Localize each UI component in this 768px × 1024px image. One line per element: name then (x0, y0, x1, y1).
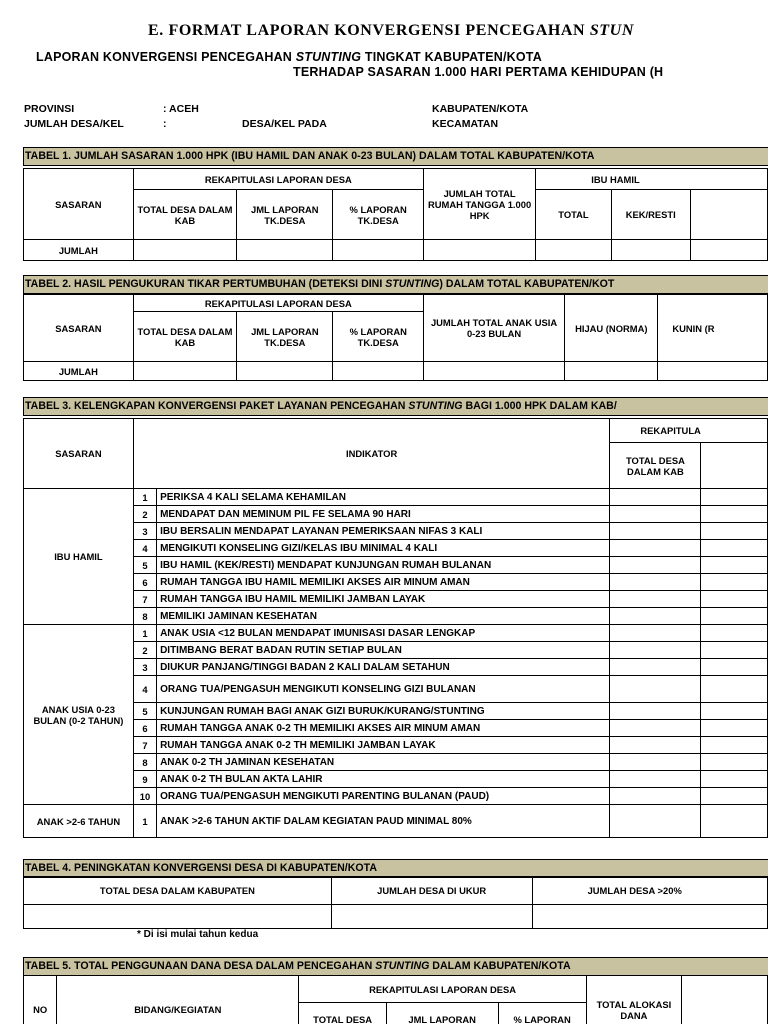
indicator-number: 1 (133, 805, 156, 838)
t3-indikator-header: INDIKATOR (133, 419, 610, 489)
t1-sasaran-header: SASARAN (24, 169, 134, 240)
t2-cell[interactable] (237, 362, 333, 381)
indicator-value-cell[interactable] (701, 754, 768, 771)
provinsi-value: : ACEH (163, 103, 199, 115)
indicator-number: 6 (133, 574, 156, 591)
table4-note: * Di isi mulai tahun kedua (137, 929, 259, 940)
provinsi-label: PROVINSI (24, 103, 75, 115)
indicator-value-cell[interactable] (610, 771, 701, 788)
t2-title-emphasis: STUNTING (385, 278, 440, 290)
t5-pct-laporan-header: % LAPORAN (498, 1003, 586, 1024)
t1-jumlah-label: JUMLAH (24, 240, 134, 261)
kabupaten-label: KABUPATEN/KOTA (432, 103, 529, 115)
t2-kuning-header: KUNIN (R (658, 295, 768, 362)
t5-title-part-b: DALAM KABUPATEN/KOTA (429, 960, 571, 972)
indicator-row (24, 737, 768, 754)
indicator-number: 4 (133, 540, 156, 557)
indicator-row (24, 557, 768, 574)
subtitle-line-1 (36, 50, 542, 64)
t5-extra-header (682, 976, 768, 1024)
t4-total-desa-header: TOTAL DESA DALAM KABUPATEN (24, 877, 332, 905)
indicator-value-cell[interactable] (610, 754, 701, 771)
indicator-value-cell[interactable] (701, 540, 768, 557)
indicator-row (24, 642, 768, 659)
jumlah-desa-label: JUMLAH DESA/KEL (24, 118, 124, 130)
indicator-text: RUMAH TANGGA IBU HAMIL MEMILIKI JAMBAN LAYAK (157, 591, 610, 608)
t3-sasaran-header: SASARAN (24, 419, 134, 489)
t1-cell[interactable] (333, 240, 423, 261)
indicator-row (24, 703, 768, 720)
indicator-text: ANAK 0-2 TH BULAN AKTA LAHIR (157, 771, 610, 788)
indicator-number: 2 (133, 506, 156, 523)
indicator-value-cell[interactable] (701, 676, 768, 703)
t5-jml-laporan-header: JML LAPORAN (386, 1003, 498, 1024)
indicator-value-cell[interactable] (701, 642, 768, 659)
indicator-number: 7 (133, 591, 156, 608)
indicator-row (24, 659, 768, 676)
t3-rekap-header: REKAPITULA (610, 419, 768, 443)
indicator-row (24, 591, 768, 608)
indicator-text: RUMAH TANGGA IBU HAMIL MEMILIKI AKSES AIR MINUM AMAN (157, 574, 610, 591)
indicator-text: DIUKUR PANJANG/TINGGI BADAN 2 KALI DALAM SETAHUN (157, 659, 610, 676)
indicator-value-cell[interactable] (610, 506, 701, 523)
indicator-row (24, 625, 768, 642)
indicator-value-cell[interactable] (610, 788, 701, 805)
t2-cell[interactable] (423, 362, 564, 381)
kecamatan-label: KECAMATAN (432, 118, 499, 130)
indicator-text: IBU HAMIL (KEK/RESTI) MENDAPAT KUNJUNGAN RUMAH BULANAN (157, 557, 610, 574)
t4-jumlah-ukur-header: JUMLAH DESA DI UKUR (331, 877, 532, 905)
t2-title-part-b: ) DALAM TOTAL KABUPATEN/KOT (439, 278, 615, 290)
subtitle1-part-a: LAPORAN KONVERGENSI PENCEGAHAN (36, 50, 296, 64)
indicator-value-cell[interactable] (610, 489, 701, 506)
indicator-value-cell[interactable] (610, 676, 701, 703)
t3-title-part-a: TABEL 3. KELENGKAPAN KONVERGENSI PAKET LAYANAN PENCEGAHAN (25, 400, 409, 412)
indicator-value-cell[interactable] (701, 625, 768, 642)
jumlah-desa-value: : (163, 118, 167, 130)
table3-title (23, 397, 768, 416)
title-emphasis: STUN (589, 22, 634, 39)
indicator-row (24, 676, 768, 703)
t5-bidang-header: BIDANG/KEGIATAN (57, 976, 299, 1024)
t1-total-desa-header: TOTAL DESA DALAM KAB (133, 190, 236, 240)
indicator-value-cell[interactable] (610, 591, 701, 608)
indicator-value-cell[interactable] (701, 720, 768, 737)
indicator-value-cell[interactable] (610, 720, 701, 737)
t2-jml-laporan-header: JML LAPORAN TK.DESA (237, 312, 333, 362)
indicator-value-cell[interactable] (701, 591, 768, 608)
sasaran-group-label: IBU HAMIL (24, 489, 134, 625)
indicator-value-cell[interactable] (610, 608, 701, 625)
t1-jml-laporan-header: JML LAPORAN TK.DESA (237, 190, 333, 240)
indicator-value-cell[interactable] (610, 625, 701, 642)
t1-pct-laporan-header: % LAPORAN TK.DESA (333, 190, 423, 240)
indicator-row (24, 574, 768, 591)
subtitle1-part-b: TINGKAT KABUPATEN/KOTA (361, 50, 542, 64)
t1-extra-header (690, 190, 767, 240)
indicator-value-cell[interactable] (701, 557, 768, 574)
indicator-number: 2 (133, 642, 156, 659)
t3-extra-header (701, 443, 768, 489)
t3-title-part-b: BAGI 1.000 HPK DALAM KAB/ (462, 400, 617, 412)
t4-cell[interactable] (24, 905, 332, 929)
indicator-number: 3 (133, 523, 156, 540)
table2 (23, 294, 768, 381)
t1-cell[interactable] (423, 240, 535, 261)
t5-total-desa-header: TOTAL DESA (299, 1003, 386, 1024)
t4-cell[interactable] (331, 905, 532, 929)
indicator-row (24, 489, 768, 506)
indicator-text: IBU BERSALIN MENDAPAT LAYANAN PEMERIKSAAN NIFAS 3 KALI (157, 523, 610, 540)
indicator-number: 6 (133, 720, 156, 737)
indicator-row (24, 754, 768, 771)
indicator-value-cell[interactable] (701, 608, 768, 625)
indicator-text: MENGIKUTI KONSELING GIZI/KELAS IBU MINIMAL 4 KALI (157, 540, 610, 557)
indicator-value-cell[interactable] (701, 788, 768, 805)
indicator-value-cell[interactable] (610, 805, 701, 838)
t3-title-emphasis: STUNTING (408, 400, 463, 412)
t2-jumlah-label: JUMLAH (24, 362, 134, 381)
t1-jumlah-total-header: JUMLAH TOTAL RUMAH TANGGA 1.000 HPK (423, 169, 535, 240)
title-text: E. FORMAT LAPORAN KONVERGENSI PENCEGAHAN (148, 22, 590, 39)
t5-rekap-header: REKAPITULASI LAPORAN DESA (299, 976, 586, 1003)
t1-rekap-header: REKAPITULASI LAPORAN DESA (133, 169, 423, 190)
t5-title-part-a: TABEL 5. TOTAL PENGGUNAAN DANA DESA DALAM PENCEGAHAN (25, 960, 376, 972)
t4-jumlah-20-header: JUMLAH DESA >20% (532, 877, 767, 905)
indicator-value-cell[interactable] (610, 523, 701, 540)
indicator-value-cell[interactable] (701, 489, 768, 506)
table4 (23, 876, 768, 929)
t2-cell[interactable] (333, 362, 423, 381)
t2-title-part-a: TABEL 2. HASIL PENGUKURAN TIKAR PERTUMBUHAN (DETEKSI DINI (25, 278, 386, 290)
indicator-text: ORANG TUA/PENGASUH MENGIKUTI PARENTING BULANAN (PAUD) (157, 788, 610, 805)
t2-total-desa-header: TOTAL DESA DALAM KAB (133, 312, 236, 362)
indicator-number: 3 (133, 659, 156, 676)
t2-jumlah-anak-header: JUMLAH TOTAL ANAK USIA 0-23 BULAN (423, 295, 564, 362)
indicator-value-cell[interactable] (610, 642, 701, 659)
t5-title-emphasis: STUNTING (375, 960, 430, 972)
t1-ibu-hamil-header: IBU HAMIL (536, 169, 768, 190)
table1-title: TABEL 1. JUMLAH SASARAN 1.000 HPK (IBU HAMIL DAN ANAK 0-23 BULAN) DALAM TOTAL KABUPATEN/KOTA (23, 147, 768, 166)
subtitle-line-2: TERHADAP SASARAN 1.000 HARI PERTAMA KEHIDUPAN (H (293, 65, 664, 79)
indicator-number: 7 (133, 737, 156, 754)
t1-kek-header: KEK/RESTI (611, 190, 690, 240)
table2-title (23, 275, 768, 294)
indicator-value-cell[interactable] (610, 557, 701, 574)
subtitle1-emphasis: STUNTING (295, 50, 362, 64)
indicator-value-cell[interactable] (701, 737, 768, 754)
indicator-text: ORANG TUA/PENGASUH MENGIKUTI KONSELING GIZI BULANAN (157, 676, 610, 703)
indicator-value-cell[interactable] (610, 574, 701, 591)
indicator-number: 1 (133, 625, 156, 642)
t1-cell[interactable] (690, 240, 767, 261)
indicator-row (24, 506, 768, 523)
indicator-value-cell[interactable] (610, 540, 701, 557)
indicator-value-cell[interactable] (701, 523, 768, 540)
indicator-number: 8 (133, 608, 156, 625)
indicator-text: MEMILIKI JAMINAN KESEHATAN (157, 608, 610, 625)
table1 (23, 168, 768, 261)
indicator-value-cell[interactable] (610, 703, 701, 720)
sasaran-group-label: ANAK USIA 0-23 BULAN (0-2 TAHUN) (24, 625, 134, 805)
table5-title (23, 957, 768, 976)
indicator-value-cell[interactable] (701, 574, 768, 591)
indicator-number: 1 (133, 489, 156, 506)
indicator-text: ANAK >2-6 TAHUN AKTIF DALAM KEGIATAN PAUD MINIMAL 80% (157, 805, 610, 838)
indicator-value-cell[interactable] (701, 659, 768, 676)
t5-no-header: NO (24, 976, 57, 1024)
t4-cell[interactable] (532, 905, 767, 929)
indicator-number: 10 (133, 788, 156, 805)
indicator-row (24, 805, 768, 838)
indicator-number: 5 (133, 557, 156, 574)
table4-title: TABEL 4. PENINGKATAN KONVERGENSI DESA DI KABUPATEN/KOTA (23, 859, 768, 878)
t2-cell[interactable] (133, 362, 236, 381)
t1-cell[interactable] (536, 240, 611, 261)
t2-hijau-header: HIJAU (NORMA) (565, 295, 658, 362)
t2-rekap-header: REKAPITULASI LAPORAN DESA (133, 295, 423, 312)
t1-cell[interactable] (611, 240, 690, 261)
document-title (148, 22, 634, 40)
t2-cell[interactable] (658, 362, 768, 381)
indicator-row (24, 720, 768, 737)
indicator-number: 8 (133, 754, 156, 771)
t2-pct-laporan-header: % LAPORAN TK.DESA (333, 312, 423, 362)
indicator-value-cell[interactable] (610, 737, 701, 754)
t2-cell[interactable] (565, 362, 658, 381)
indicator-number: 9 (133, 771, 156, 788)
indicator-row (24, 771, 768, 788)
indicator-text: ANAK USIA <12 BULAN MENDAPAT IMUNISASI DASAR LENGKAP (157, 625, 610, 642)
t1-cell[interactable] (237, 240, 333, 261)
sasaran-group-label: ANAK >2-6 TAHUN (24, 805, 134, 838)
indicator-text: ANAK 0-2 TH JAMINAN KESEHATAN (157, 754, 610, 771)
table5 (23, 975, 768, 1024)
table3 (23, 418, 768, 838)
indicator-value-cell[interactable] (701, 703, 768, 720)
indicator-row (24, 540, 768, 557)
t5-total-alokasi-header: TOTAL ALOKASI DANA (586, 976, 681, 1024)
indicator-row (24, 523, 768, 540)
indicator-number: 5 (133, 703, 156, 720)
indicator-text: RUMAH TANGGA ANAK 0-2 TH MEMILIKI AKSES AIR MINUM AMAN (157, 720, 610, 737)
indicator-number: 4 (133, 676, 156, 703)
indicator-value-cell[interactable] (701, 506, 768, 523)
indicator-value-cell[interactable] (701, 805, 768, 838)
indicator-text: RUMAH TANGGA ANAK 0-2 TH MEMILIKI JAMBAN LAYAK (157, 737, 610, 754)
t2-sasaran-header: SASARAN (24, 295, 134, 362)
t3-total-desa-header: TOTAL DESA DALAM KAB (610, 443, 701, 489)
indicator-text: KUNJUNGAN RUMAH BAGI ANAK GIZI BURUK/KURANG/STUNTING (157, 703, 610, 720)
t1-cell[interactable] (133, 240, 236, 261)
desa-pada-label: DESA/KEL PADA (242, 118, 327, 130)
indicator-value-cell[interactable] (610, 659, 701, 676)
indicator-value-cell[interactable] (701, 771, 768, 788)
indicator-text: PERIKSA 4 KALI SELAMA KEHAMILAN (157, 489, 610, 506)
indicator-text: DITIMBANG BERAT BADAN RUTIN SETIAP BULAN (157, 642, 610, 659)
indicator-text: MENDAPAT DAN MEMINUM PIL FE SELAMA 90 HARI (157, 506, 610, 523)
indicator-row (24, 788, 768, 805)
t3-body (24, 489, 768, 838)
indicator-row (24, 608, 768, 625)
t1-total-header: TOTAL (536, 190, 611, 240)
